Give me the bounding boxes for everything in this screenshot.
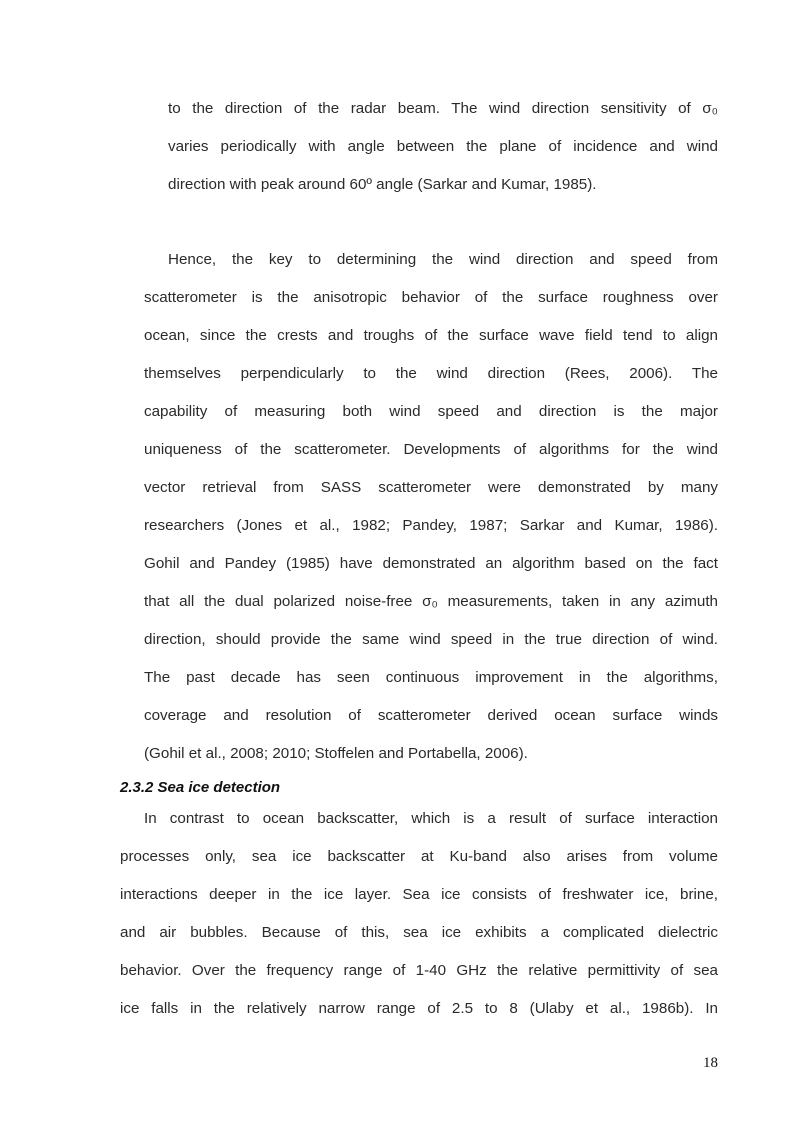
text-line: direction, should provide the same wind speed in the true direction of wind. [144,631,718,648]
text-line: behavior. Over the frequency range of 1-40 GHz the relative permittivity of sea [120,962,718,979]
text-line: uniqueness of the scatterometer. Developments of algorithms for the wind [144,441,718,458]
text-line: that all the dual polarized noise-free σ₀ measurements, taken in any azimuth [144,593,718,610]
text-line: capability of measuring both wind speed and direction is the major [144,403,718,420]
text-line: coverage and resolution of scatterometer derived ocean surface winds [144,707,718,724]
page-number: 18 [703,1055,718,1071]
text-line: scatterometer is the anisotropic behavior of the surface roughness over [144,289,718,306]
text-line: Hence, the key to determining the wind direction and speed from [168,251,718,268]
text-line: and air bubbles. Because of this, sea ice exhibits a complicated dielectric [120,924,718,941]
text-line: Gohil and Pandey (1985) have demonstrated an algorithm based on the fact [144,555,718,572]
text-line: (Gohil et al., 2008; 2010; Stoffelen and Portabella, 2006). [144,745,528,762]
text-line: vector retrieval from SASS scatterometer were demonstrated by many [144,479,718,496]
text-line: direction with peak around 60º angle (Sarkar and Kumar, 1985). [168,176,597,193]
text-line: researchers (Jones et al., 1982; Pandey, 1987; Sarkar and Kumar, 1986). [144,517,718,534]
text-line: varies periodically with angle between the plane of incidence and wind [168,138,718,155]
text-line: processes only, sea ice backscatter at Ku-band also arises from volume [120,848,718,865]
text-line: to the direction of the radar beam. The wind direction sensitivity of σ₀ [168,100,718,117]
text-line: interactions deeper in the ice layer. Sea ice consists of freshwater ice, brine, [120,886,718,903]
text-line: ocean, since the crests and troughs of the surface wave field tend to align [144,327,718,344]
text-line: themselves perpendicularly to the wind direction (Rees, 2006). The [144,365,718,382]
text-line: In contrast to ocean backscatter, which is a result of surface interaction [144,810,718,827]
section-heading: 2.3.2 Sea ice detection [120,779,281,796]
text-line: ice falls in the relatively narrow range of 2.5 to 8 (Ulaby et al., 1986b). In [120,1000,718,1017]
text-line: The past decade has seen continuous improvement in the algorithms, [144,669,718,686]
